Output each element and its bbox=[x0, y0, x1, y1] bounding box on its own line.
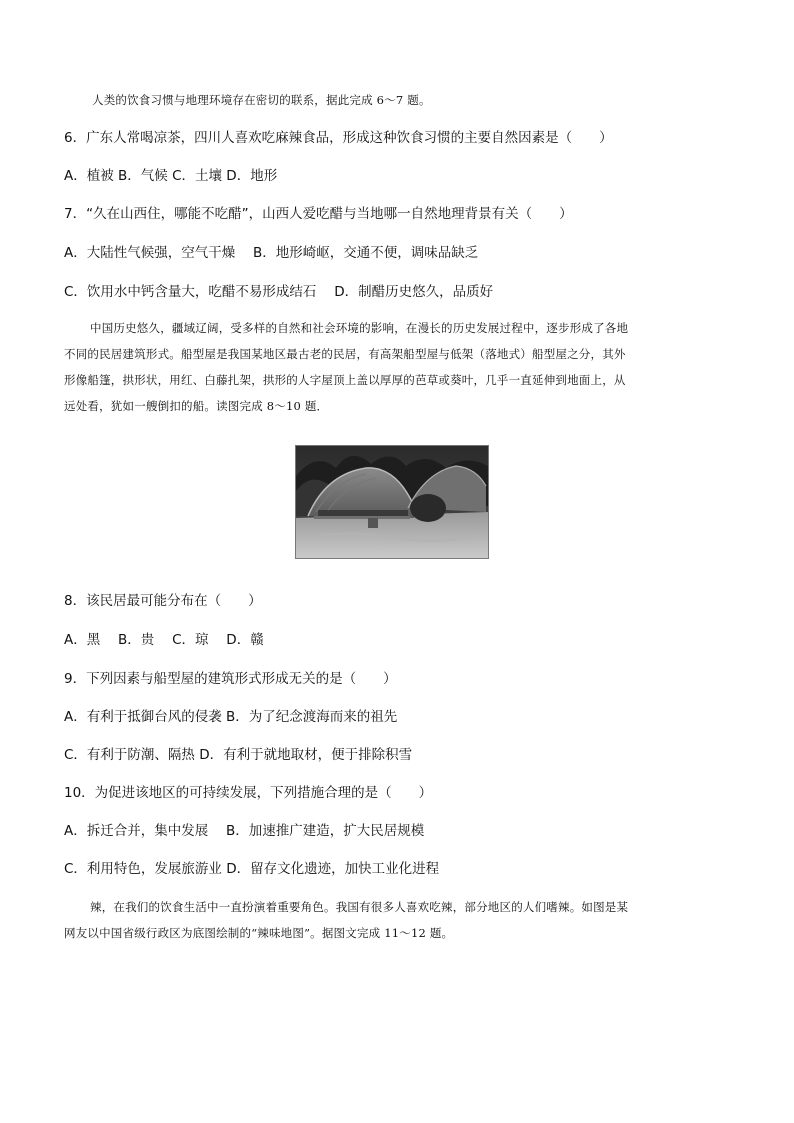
intro-text: 人类的饮食习惯与地理环境存在密切的联系，据此完成 6～7 题。 bbox=[92, 93, 431, 107]
intro-passage-6-7 bbox=[92, 87, 431, 113]
question-8-stem: 8．该民居最可能分布在（ ） bbox=[64, 593, 262, 609]
intro-line-1: 辣，在我们的饮食生活中一直扮演着重要角色。我国有很多人喜欢吃辣，部分地区的人们嗜辣。如图是某 bbox=[90, 900, 629, 914]
boat-house-photo bbox=[295, 445, 489, 559]
question-7-stem: 7．“久在山西住，哪能不吃醋”，山西人爱吃醋与当地哪一自然地理背景有关（ ） bbox=[64, 206, 573, 222]
question-10-options-ab: A．拆迁合并，集中发展 B．加速推广建造，扩大民居规模 bbox=[64, 823, 425, 839]
intro-line-2: 网友以中国省级行政区为底图绘制的“辣味地图”。据图文完成 11～12 题。 bbox=[64, 926, 454, 940]
intro-line-2: 不同的民居建筑形式。船型屋是我国某地区最古老的民居，有高架船型屋与低架（落地式）船型屋之分，其外 bbox=[64, 347, 626, 361]
question-7-options-ab: A．大陆性气候强，空气干燥 B．地形崎岖，交通不便，调味品缺乏 bbox=[64, 245, 479, 261]
question-10-stem: 10．为促进该地区的可持续发展，下列措施合理的是（ ） bbox=[64, 785, 433, 801]
question-6-options: A．植被 B．气候 C．土壤 D．地形 bbox=[64, 168, 278, 184]
question-10-options-cd: C．利用特色，发展旅游业 D．留存文化遗迹，加快工业化进程 bbox=[64, 861, 440, 877]
question-9-options-cd: C．有利于防潮、隔热 D．有利于就地取材，便于排除积雪 bbox=[64, 747, 413, 763]
question-9-options-ab: A．有利于抵御台风的侵袭 B．为了纪念渡海而来的祖先 bbox=[64, 709, 398, 725]
intro-passage-8-10 bbox=[64, 315, 744, 419]
intro-passage-11-12 bbox=[64, 894, 744, 946]
intro-line-4: 远处看，犹如一艘倒扣的船。读图完成 8～10 题． bbox=[64, 399, 329, 413]
question-9-stem: 9．下列因素与船型屋的建筑形式形成无关的是（ ） bbox=[64, 671, 397, 687]
intro-line-1: 中国历史悠久，疆域辽阔，受多样的自然和社会环境的影响，在漫长的历史发展过程中，逐步形成了各地 bbox=[90, 321, 629, 335]
intro-line-3: 形像船篷，拱形状，用红、白藤扎架，拱形的人字屋顶上盖以厚厚的芭草或葵叶，几乎一直延伸到地面上，从 bbox=[64, 373, 626, 387]
question-8-options: A．黑 B．贵 C．琼 D．赣 bbox=[64, 632, 264, 648]
question-6-stem: 6．广东人常喝凉茶，四川人喜欢吃麻辣食品，形成这种饮食习惯的主要自然因素是（ ） bbox=[64, 130, 613, 146]
question-7-options-cd: C．饮用水中钙含量大，吃醋不易形成结石 D．制醋历史悠久，品质好 bbox=[64, 284, 494, 300]
